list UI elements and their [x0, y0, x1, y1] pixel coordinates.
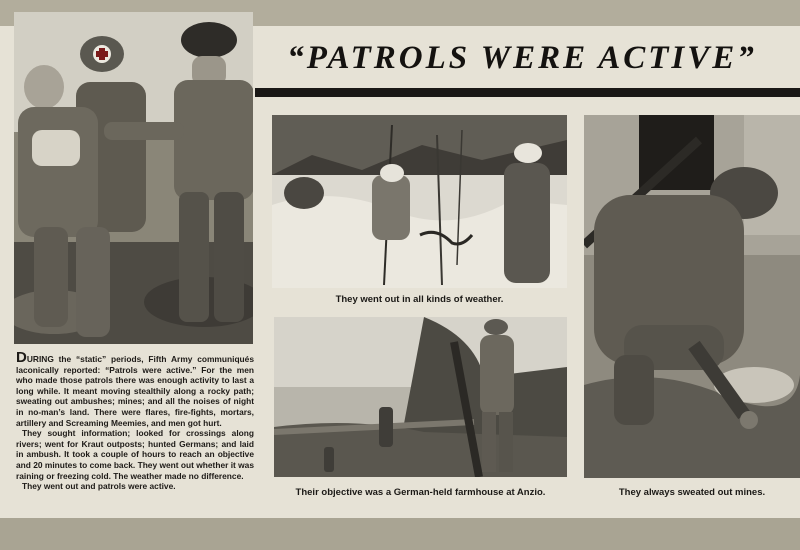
page-bottom-edge: [0, 518, 800, 550]
mine-probe-photo: [584, 115, 800, 478]
headline-rule: [255, 88, 800, 97]
article-text: [16, 349, 254, 492]
article-paragraph-1: [16, 349, 254, 428]
wounded-soldier-photo: [14, 12, 253, 344]
snow-patrol-photo: [272, 115, 567, 288]
caption-mines: They always sweated out mines.: [618, 487, 766, 498]
caption-farmhouse: Their objective was a German-held farmhouse at Anzio.: [295, 487, 546, 498]
fence-patrol-photo: [274, 317, 567, 477]
drop-cap: D: [16, 349, 27, 366]
article-paragraph-3: They went out and patrols were active.: [22, 481, 176, 492]
caption-weather: They went out in all kinds of weather.: [335, 294, 504, 305]
headline: “PATROLS WERE ACTIVE”: [287, 40, 757, 76]
article-paragraph-1-text: URING the “static” periods, Fifth Army communiqués laconically reported: “Patrols were active.” For the men who made those patrols there was enough activity to last a long while. It meant moving stealthily along a rocky path; sweating out ambushes; mines; and all the noises of night in no-man’s land. There were flares, fire-fights, mortars, artillery and Screaming Meemies, and men got hurt.: [16, 354, 254, 428]
article-paragraph-2: They sought information; looked for crossings along rivers; went for Kraut outposts; hunted Germans; and laid in ambush. It took a couple of hours to reach an objective and 20 minutes to come back. They went out whether it was raining or freezing cold. The weather made no difference.: [16, 428, 254, 481]
